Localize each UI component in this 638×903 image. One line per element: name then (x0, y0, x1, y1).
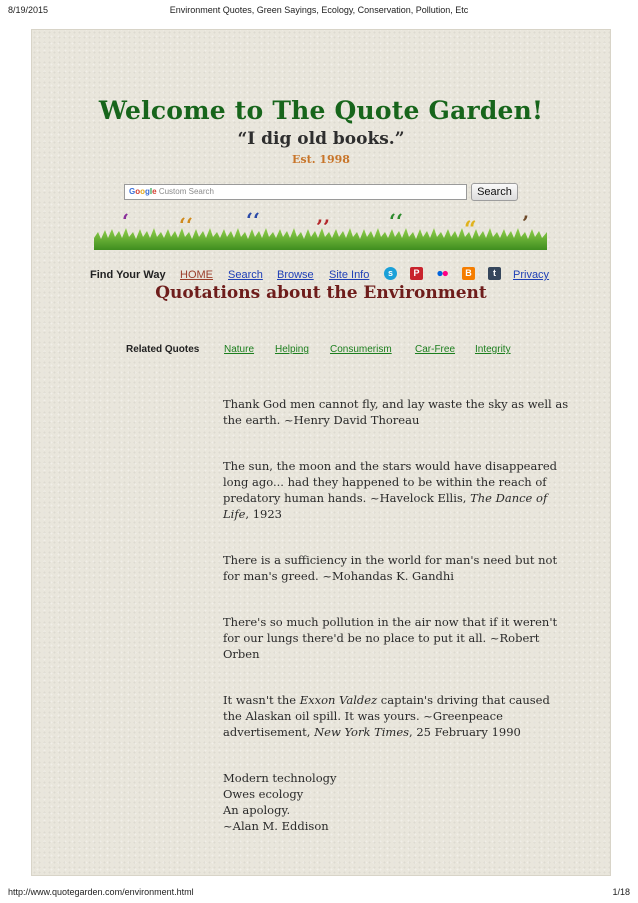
flickr-icon[interactable] (436, 267, 449, 280)
related-link-nature[interactable]: Nature (224, 344, 255, 355)
pinterest-icon[interactable]: P (410, 267, 423, 280)
nav-link-home[interactable]: HOME (180, 269, 213, 281)
quote-item: The sun, the moon and the stars would have disappeared long ago... had they happened to be within the reach of predatory human hands. ~Havelock Ellis, The Dance of Life, 1923 (223, 459, 558, 521)
page-body (31, 29, 611, 876)
svg-text:“: “ (464, 217, 477, 243)
ship-name: Exxon Valdez (299, 693, 378, 707)
skype-icon[interactable]: s (384, 267, 397, 280)
svg-text:’’: ’’ (316, 215, 330, 239)
svg-text:‘‘: ‘‘ (246, 210, 260, 232)
related-link-consumerism[interactable]: Consumerism (330, 344, 392, 355)
related-quotes (126, 344, 546, 358)
work-title: The Dance of (470, 491, 548, 505)
related-link-integrity[interactable]: Integrity (475, 344, 511, 355)
print-title: Environment Quotes, Green Sayings, Ecology, Conservation, Pollution, Etc (169, 5, 469, 15)
site-title: Welcome to The Quote Garden! (98, 96, 544, 125)
quote-list (223, 396, 578, 864)
svg-text:’: ’ (522, 211, 529, 235)
quote-item: It wasn't the Exxon Valdez captain's driving that caused the Alaskan oil spill. It was yours. ~Greenpeace advertisement, New York Times, 25 February 1990 (223, 693, 550, 739)
site-tagline: “I dig old books.” (237, 129, 405, 149)
blogger-icon[interactable]: B (462, 267, 475, 280)
page-heading: Quotations about the Environment (155, 283, 487, 303)
nav-link-search[interactable]: Search (228, 269, 263, 281)
search-button[interactable]: Search (471, 183, 518, 201)
tumblr-icon[interactable]: t (488, 267, 501, 280)
search-placeholder: Custom Search (158, 187, 214, 196)
print-url: http://www.quotegarden.com/environment.html (8, 887, 194, 897)
related-link-car-free[interactable]: Car-Free (415, 344, 456, 355)
nav-link-privacy[interactable]: Privacy (513, 269, 550, 281)
related-label: Related Quotes (126, 344, 200, 355)
print-date: 8/19/2015 (8, 5, 49, 15)
quote-item: Thank God men cannot fly, and lay waste the sky as well as the earth. ~Henry David Thoreau (223, 397, 569, 427)
established-label: Est. 1998 (292, 153, 350, 166)
nav-link-browse[interactable]: Browse (277, 269, 314, 281)
search-input[interactable]: Google Custom Search (124, 184, 467, 200)
quote-item: There is a sufficiency in the world for man's need but not for man's greed. ~Mohandas K. Gandhi (223, 553, 558, 583)
svg-text:‘‘: ‘‘ (179, 213, 193, 237)
newspaper-title: New York Times (314, 725, 410, 739)
related-link-helping[interactable]: Helping (275, 344, 309, 355)
print-header (0, 5, 638, 19)
svg-text:‘: ‘ (122, 210, 129, 233)
quote-item: There's so much pollution in the air now that if it weren't for our lungs there'd be no place to put it all. ~Robert Orben (223, 615, 558, 661)
grass-banner-image (94, 210, 547, 252)
svg-text:‘‘: ‘‘ (389, 210, 403, 233)
quote-item: Modern technology Owes ecology An apology. ~Alan M. Eddison (223, 771, 337, 833)
work-title: Life (223, 507, 246, 521)
print-footer (0, 887, 638, 901)
nav-label: Find Your Way (90, 269, 166, 281)
print-page-number: 1/18 (612, 887, 630, 897)
nav-link-site-info[interactable]: Site Info (329, 269, 370, 281)
